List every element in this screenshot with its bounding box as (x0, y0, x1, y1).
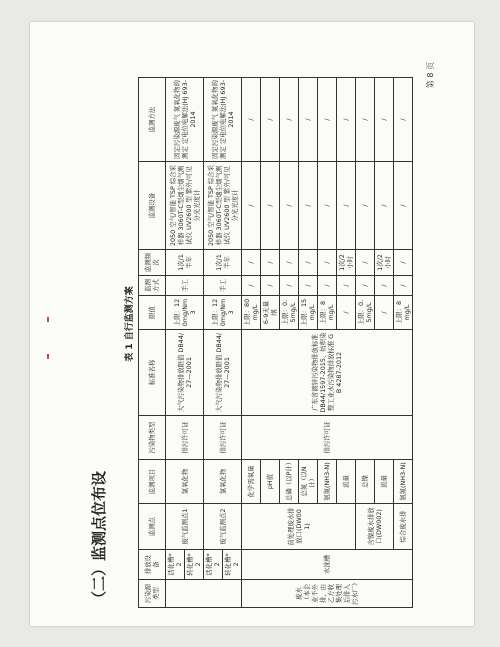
cell-frequency: / (261, 250, 280, 276)
page-number: 第 8 页 (426, 62, 435, 89)
cell-limit: 上限：80mg/L (242, 296, 261, 330)
cell-mode: / (299, 276, 318, 296)
table-row (204, 78, 223, 608)
table-header-row (139, 78, 166, 608)
cell-device: / (318, 162, 337, 250)
cell-limit: 上限：8mg/L (394, 296, 413, 330)
cell-item: 总镍 (356, 460, 375, 504)
col-header: 排放设备 (139, 550, 166, 580)
cell-device: 2050 空气/智能 TSP 综合采样器 3060T-C型烟尘烟气测试仪 UV2600 型 紫外/可见分光光度计 (204, 162, 242, 250)
col-header: 污染物类型 (139, 416, 166, 460)
cell-mode: / (261, 276, 280, 296)
cell-ptype: 排污许可证 (204, 416, 242, 460)
cell-device: / (337, 162, 356, 250)
cell-point: 废气监测点2 (204, 504, 242, 550)
rotated-content (30, 22, 474, 626)
cell-frequency: / (356, 250, 375, 276)
cell-frequency: / (242, 250, 261, 276)
cell-limit: / (337, 296, 356, 330)
cell-item: 流量 (337, 460, 356, 504)
cell-limit: 上限：0.5mg/L (356, 296, 375, 330)
cell-frequency: / (299, 250, 318, 276)
cell-method: / (394, 78, 413, 162)
cell-frequency: 1次/2小时 (337, 250, 356, 276)
cell-item: 氨氮(NH3-N) (394, 460, 413, 504)
cell-method: / (280, 78, 299, 162)
cell-device: / (394, 162, 413, 250)
cell-method: / (242, 78, 261, 162)
cell-equipment: 活化槽*2 (166, 550, 185, 580)
cell-mode: / (318, 276, 337, 296)
cell-mode: 手工 (166, 276, 204, 296)
cell-device: / (280, 162, 299, 250)
cell-method: / (261, 78, 280, 162)
cell-point: 含镍废水排放口(DW002) (356, 504, 394, 550)
cell-equipment: 转化槽*2 (185, 550, 204, 580)
cell-method: 固定污染源废气 氮氧化物的测定 定电位电解法(HJ 693-2014 (166, 78, 204, 162)
cell-method: / (299, 78, 318, 162)
cell-limit: / (375, 296, 394, 330)
section-heading: （二）监测点位布设 (90, 470, 108, 606)
cell-mode: / (242, 276, 261, 296)
cell-mode: / (280, 276, 299, 296)
cell-standard: 大气污染物排放限值 DB44/ 27—2001 (204, 330, 242, 416)
cell-ptype: 排污许可证 (242, 416, 413, 460)
cell-equipment: 转化槽*2 (223, 550, 242, 580)
cell-item: 氯氧化物 (204, 460, 242, 504)
cell-limit: 6-9无量纲 (261, 296, 280, 330)
table-title: 表 1 自行监测方案 (125, 286, 135, 362)
cell-method: / (356, 78, 375, 162)
col-header: 限值 (139, 296, 166, 330)
cell-frequency: / (394, 250, 413, 276)
cell-method: / (375, 78, 394, 162)
cell-device: / (242, 162, 261, 250)
cell-limit: 上限：120mg/Nm3 (166, 296, 204, 330)
col-header: 监测方法 (139, 78, 166, 162)
monitoring-plan-table (138, 77, 413, 608)
cell-frequency: 1次/1半年 (204, 250, 242, 276)
cell-mode: / (356, 276, 375, 296)
cell-method: 固定污染源废气 氮氧化物的测定 定电位电解法(HJ 693-2014 (204, 78, 242, 162)
cell-item: 化学需氧量 (242, 460, 261, 504)
cell-frequency: / (280, 250, 299, 276)
cell-mode: 手工 (204, 276, 242, 296)
cell-frequency: 1次/2小时 (375, 250, 394, 276)
cell-mode: / (394, 276, 413, 296)
cell-frequency: / (318, 250, 337, 276)
col-header: 监测点 (139, 504, 166, 550)
document-page (30, 22, 474, 626)
cell-equipment: 水洗槽 (242, 550, 413, 580)
cell-limit: 上限：120mg/Nm3 (204, 296, 242, 330)
cell-standard: 大气污染物排放限值 DB44/ 27—2001 (166, 330, 204, 416)
cell-item: pH值 (261, 460, 280, 504)
cell-device: / (375, 162, 394, 250)
cell-device: / (261, 162, 280, 250)
table-row (242, 78, 261, 608)
cell-source (166, 580, 242, 608)
cell-point: 废气监测点1 (166, 504, 204, 550)
cell-device: 2050 空气/智能 TSP 综合采样器 3060T-C型烟尘烟气测试仪 UV2600 型 紫外/可见分光光度计 (166, 162, 204, 250)
cell-limit: 上限：8mg/L (318, 296, 337, 330)
cell-method: / (337, 78, 356, 162)
table-row (166, 78, 185, 608)
cell-standard: 广东省镀锌污染物排放标准 DB44/1597-2015、纺织染整工业水污染物排放标准 GB 4287-2012 (242, 330, 413, 416)
cell-limit: 上限：15mg/L (299, 296, 318, 330)
cell-equipment: 活化槽*2 (204, 550, 223, 580)
cell-ptype: 排污许可证 (166, 416, 204, 460)
col-header: 监测方式 (139, 276, 166, 296)
cell-item: 氨氮(NH3-N) (318, 460, 337, 504)
cell-method: / (318, 78, 337, 162)
col-header: 标准名称 (139, 330, 166, 416)
cell-item: 总氮（以N计） (299, 460, 318, 504)
col-header: 监测项目 (139, 460, 166, 504)
cell-mode: / (375, 276, 394, 296)
cell-source: 废水（本企业不外排，由乙方收集处理后排入污水厂） (242, 580, 413, 608)
col-header: 监测频次 (139, 250, 166, 276)
cell-device: / (356, 162, 375, 250)
cell-item: 氯氧化物 (166, 460, 204, 504)
cell-item: 总磷（以P计） (280, 460, 299, 504)
cell-point: 综合废水排 (394, 504, 413, 550)
col-header: 污染源类型 (139, 580, 166, 608)
cell-item: 流量 (375, 460, 394, 504)
cell-point: 前处理废水排放口(DW001) (242, 504, 356, 550)
cell-frequency: 1次/1半年 (166, 250, 204, 276)
cell-device: / (299, 162, 318, 250)
cell-limit: 上限：0.5mg/L (280, 296, 299, 330)
col-header: 监测设备 (139, 162, 166, 250)
cell-mode: / (337, 276, 356, 296)
